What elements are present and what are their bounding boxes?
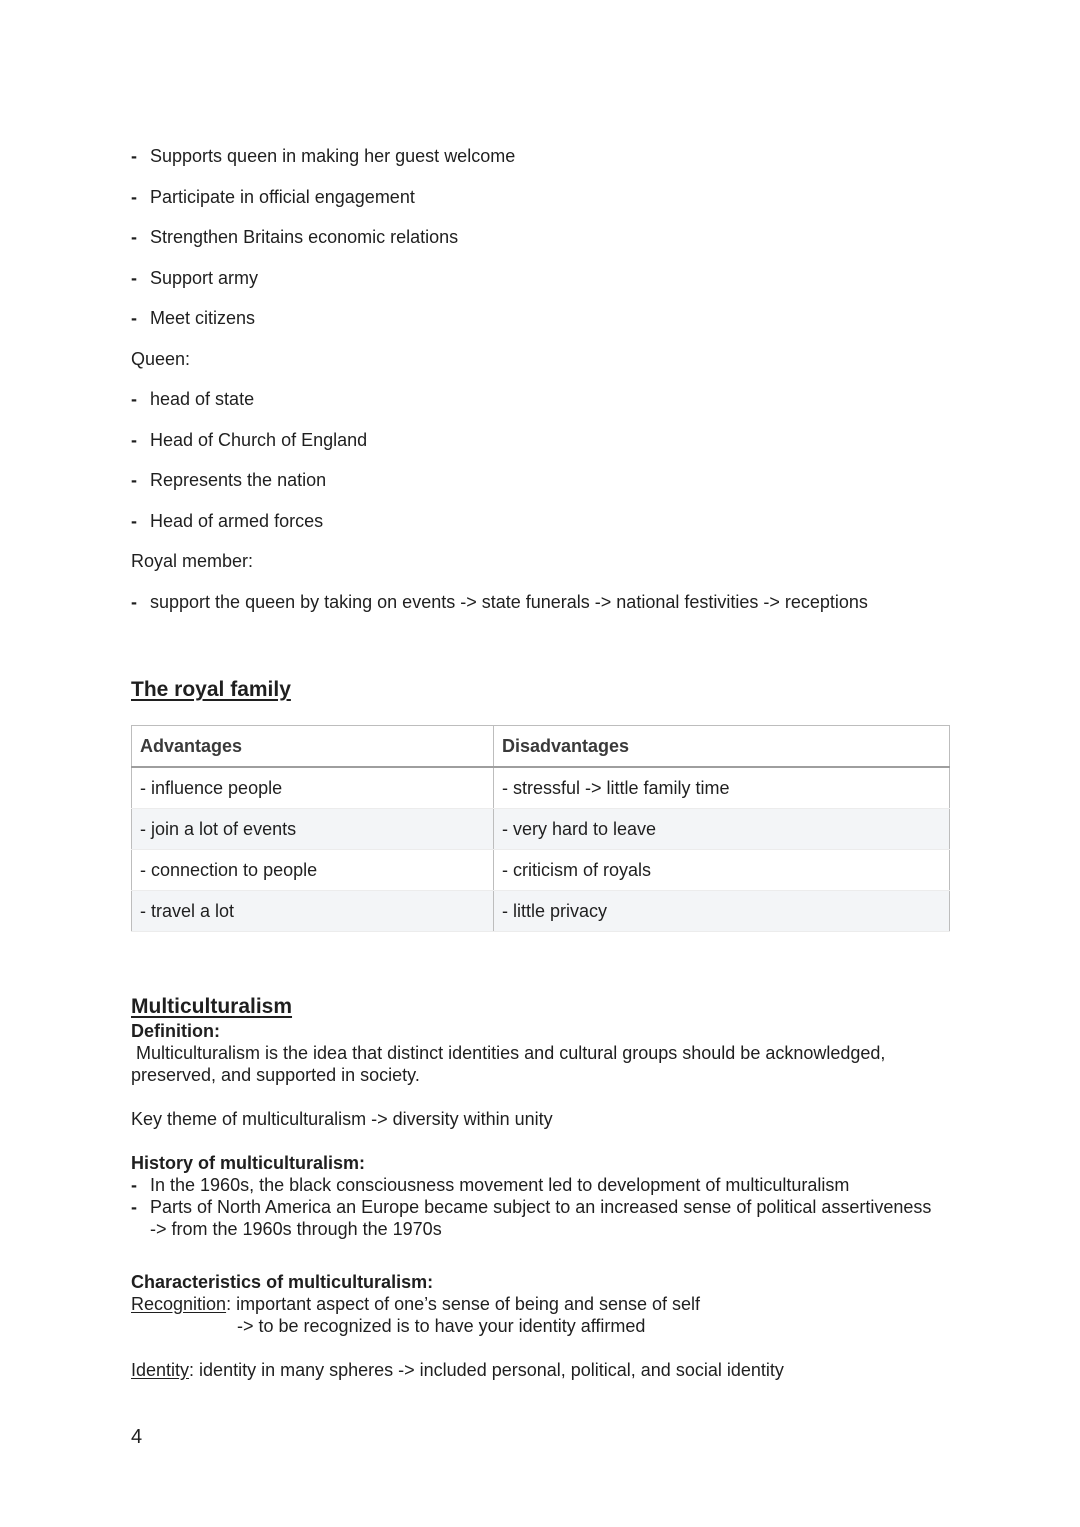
royal-member-list [131,591,961,632]
table-cell: - little privacy [494,891,950,932]
key-theme: Key theme of multiculturalism -> diversity within unity [131,1109,553,1129]
table-row [132,809,950,850]
table-cell: - criticism of royals [494,850,950,891]
table-cell: - influence people [132,767,494,809]
advantages-disadvantages-table [131,725,950,932]
recognition-continuation: -> to be recognized is to have your identity affirmed [237,1316,646,1336]
royal-family-heading: The royal family [131,678,291,701]
list-item: - Parts of North America an Europe became subject to an increased sense of political assertiveness [131,1197,932,1217]
identity-term: Identity [131,1360,190,1380]
table-header-row [132,726,950,768]
table-cell: - stressful -> little family time [494,767,950,809]
definition-text-line2: preserved, and supported in society. [131,1065,420,1085]
advantages-header: Advantages [132,726,494,768]
list-item: - Head of armed forces [131,510,324,531]
queen-label: Queen: [131,349,191,369]
recognition-line: Recognition: important aspect of one’s sense of being and sense of self [131,1294,701,1314]
list-item: - Strengthen Britains economic relations [131,227,459,247]
history-continuation: -> from the 1960s through the 1970s [150,1219,442,1239]
list-item: - Head of Church of England [131,429,368,450]
definition-text-line1: Multiculturalism is the idea that distinct identities and cultural groups should be acknowledged, [131,1043,886,1063]
list-item: - Support army [131,267,259,288]
identity-line: Identity: identity in many spheres -> included personal, political, and social identity [131,1360,784,1380]
characteristics-label: Characteristics of multiculturalism: [131,1272,434,1292]
list-item: - In the 1960s, the black consciousness movement led to development of multiculturalism [131,1175,850,1195]
table-cell: - very hard to leave [494,809,950,850]
table-row [132,850,950,891]
list-item: - Meet citizens [131,308,256,328]
table-cell: - travel a lot [132,891,494,932]
multiculturalism-section [131,994,961,1381]
table-row [132,891,950,932]
list-item: - support the queen by taking on events -> state funerals -> national festivities -> receptions [131,592,868,612]
queen-list [131,388,367,550]
list-item: - Supports queen in making her guest welcome [131,146,516,166]
definition-label: Definition: [131,1021,220,1041]
table-cell: - connection to people [132,850,494,891]
list-item: - head of state [131,389,255,409]
list-item: - Represents the nation [131,470,327,490]
royal-member-label: Royal member: [131,551,254,571]
page-number: 4 [131,1426,143,1448]
table-cell: - join a lot of events [132,809,494,850]
list-item: - Participate in official engagement [131,186,415,207]
duties-list [131,145,515,348]
disadvantages-header: Disadvantages [494,726,950,768]
history-label: History of multiculturalism: [131,1153,366,1173]
recognition-term: Recognition [131,1294,227,1314]
multiculturalism-heading: Multiculturalism [131,995,293,1018]
table-row [132,767,950,809]
